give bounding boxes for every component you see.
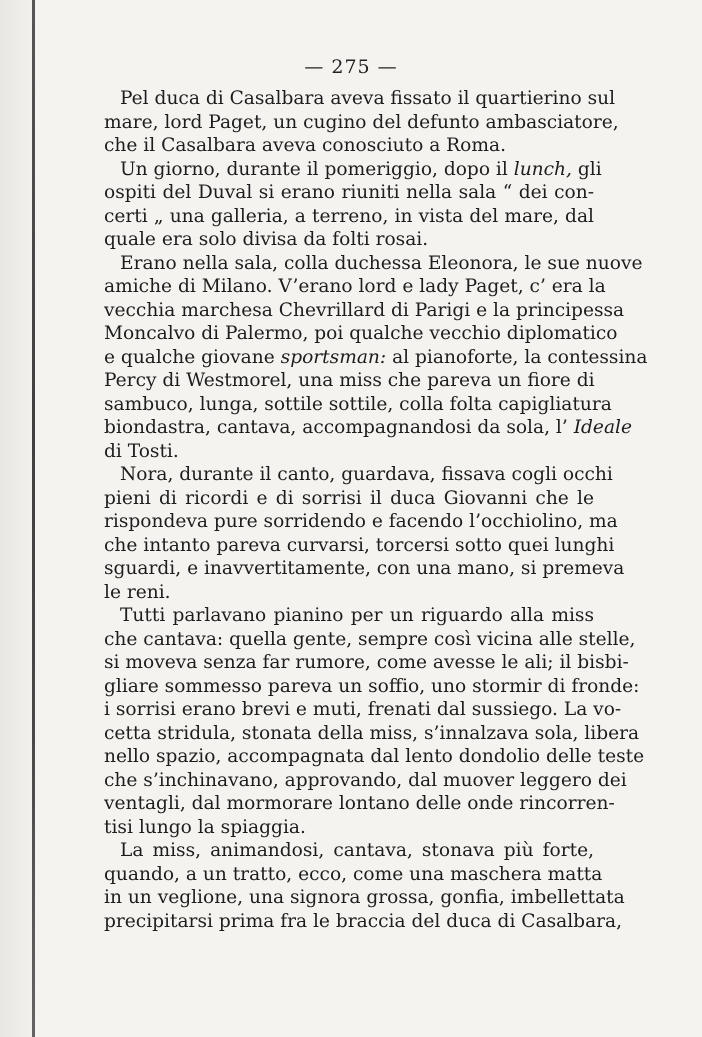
text-line xyxy=(104,534,615,558)
text-line-content: precipitarsi prima fra le braccia del duca di Casalbara, xyxy=(104,910,623,932)
text-line xyxy=(104,769,627,793)
text-line xyxy=(104,393,612,417)
text-line xyxy=(104,181,594,205)
text-line-content: quale era solo divisa da folti rosai. xyxy=(104,229,429,250)
text-line-content: i sorrisi erano brevi e muti, frenati dal sussiego. La vo- xyxy=(104,699,622,720)
text-line-content: ospiti del Duval si erano riuniti nella sala “ dei con- xyxy=(104,182,594,203)
text-line-content: rispondeva pure sorridendo e facendo l’occhiolino, ma xyxy=(104,511,618,532)
text-line xyxy=(104,299,625,323)
text-line-content: e qualche giovane xyxy=(104,346,281,368)
page-gutter-shadow xyxy=(0,0,32,1037)
text-line-content: che s’inchinavano, approvando, dal muover leggero dei xyxy=(104,769,627,791)
text-line-content: Pel duca di Casalbara aveva fissato il quartierino sul xyxy=(120,88,616,109)
text-line xyxy=(104,745,645,769)
text-line-content: amiche di Milano. V’erano lord e lady Paget, c’ era la xyxy=(104,276,606,297)
text-line-content: sguardi, e inavvertitamente, con una mano, si premeva xyxy=(104,558,625,579)
italic-term: lunch, xyxy=(513,158,572,180)
text-line xyxy=(104,792,615,816)
text-line xyxy=(104,252,643,276)
text-line-content: Nora, durante il canto, guardava, fissava cogli occhi xyxy=(120,464,613,485)
text-line xyxy=(104,87,616,111)
text-line xyxy=(104,487,594,511)
text-line-content: Tutti parlavano pianino per un riguardo alla miss xyxy=(120,605,594,626)
text-line xyxy=(104,510,618,534)
text-line xyxy=(104,228,594,252)
text-line-content: biondastra, cantava, accompagnandosi da sola, l’ xyxy=(104,417,574,438)
text-line-content: ventagli, dal mormorare lontano delle onde rincorren- xyxy=(104,793,615,814)
text-line xyxy=(104,322,618,346)
text-line xyxy=(104,557,625,581)
text-line xyxy=(104,416,632,440)
text-line-content: sambuco, lunga, sottile sottile, colla folta capigliatura xyxy=(104,393,612,415)
text-line xyxy=(104,651,629,675)
text-line-content: che intanto pareva curvarsi, torcersi sotto quei lunghi xyxy=(104,534,615,556)
text-line xyxy=(104,158,602,182)
page-number: — 275 — xyxy=(304,56,398,78)
text-line xyxy=(104,463,613,487)
text-line-content: certi „ una galleria, a terreno, in vista del mare, dal xyxy=(104,205,594,227)
text-line-content: che cantava: quella gente, sempre così vicina alle stelle, xyxy=(104,628,636,650)
text-line xyxy=(104,205,594,229)
text-line xyxy=(104,886,625,910)
text-line-content: cetta stridula, stonata della miss, s’innalzava sola, libera xyxy=(104,722,640,744)
text-line-content: mare, lord Paget, un cugino del defunto ambasciatore, xyxy=(104,111,619,133)
text-line-content: Un giorno, durante il pomeriggio, dopo il xyxy=(120,158,514,180)
italic-term: sportsman: xyxy=(280,346,387,368)
text-line xyxy=(104,910,623,934)
text-line-content: si moveva senza far rumore, come avesse le ali; il bisbi- xyxy=(104,652,629,673)
text-line-content: pieni di ricordi e di sorrisi il duca Giovanni che le xyxy=(104,487,594,509)
body-text xyxy=(104,87,648,933)
text-line-content: gliare sommesso pareva un soffio, uno stormir di fronde: xyxy=(104,675,640,697)
text-line xyxy=(104,111,619,135)
text-line-content: Erano nella sala, colla duchessa Eleonora, le sue nuove xyxy=(120,252,643,274)
text-line-content: che il Casalbara aveva conosciuto a Roma. xyxy=(104,135,507,156)
text-line xyxy=(104,722,640,746)
text-line xyxy=(104,440,594,464)
text-line-content: di Tosti. xyxy=(104,440,179,462)
text-line-tail: gli xyxy=(571,158,602,180)
text-line-content: Percy di Westmorel, una miss che pareva un fiore di xyxy=(104,370,595,391)
text-line xyxy=(104,863,603,887)
text-line xyxy=(104,698,622,722)
text-line-content: tisi lungo la spiaggia. xyxy=(104,816,306,838)
text-line-content: in un veglione, una signora grossa, gonfia, imbellettata xyxy=(104,887,625,908)
text-line xyxy=(104,628,636,652)
text-line xyxy=(104,346,648,370)
text-line xyxy=(104,134,594,158)
text-line xyxy=(104,275,606,299)
text-line xyxy=(104,675,640,699)
italic-term: Ideale xyxy=(573,417,632,438)
text-line-content: vecchia marchesa Chevrillard di Parigi e la principessa xyxy=(104,299,625,321)
text-line xyxy=(104,839,594,863)
text-line-content: La miss, animandosi, cantava, stonava più forte, xyxy=(120,840,594,861)
text-line-content: nello spazio, accompagnata dal lento dondolio delle teste xyxy=(104,746,645,767)
text-line xyxy=(104,816,594,840)
page-binding-edge xyxy=(32,0,35,1037)
text-line-content: le reni. xyxy=(104,581,171,603)
text-line-content: quando, a un tratto, ecco, come una maschera matta xyxy=(104,863,603,885)
text-line xyxy=(104,604,594,628)
text-line xyxy=(104,369,594,393)
text-line xyxy=(104,581,594,605)
text-line-tail: al pianoforte, la contessina xyxy=(386,346,648,368)
text-line-content: Moncalvo di Palermo, poi qualche vecchio diplomatico xyxy=(104,323,618,344)
